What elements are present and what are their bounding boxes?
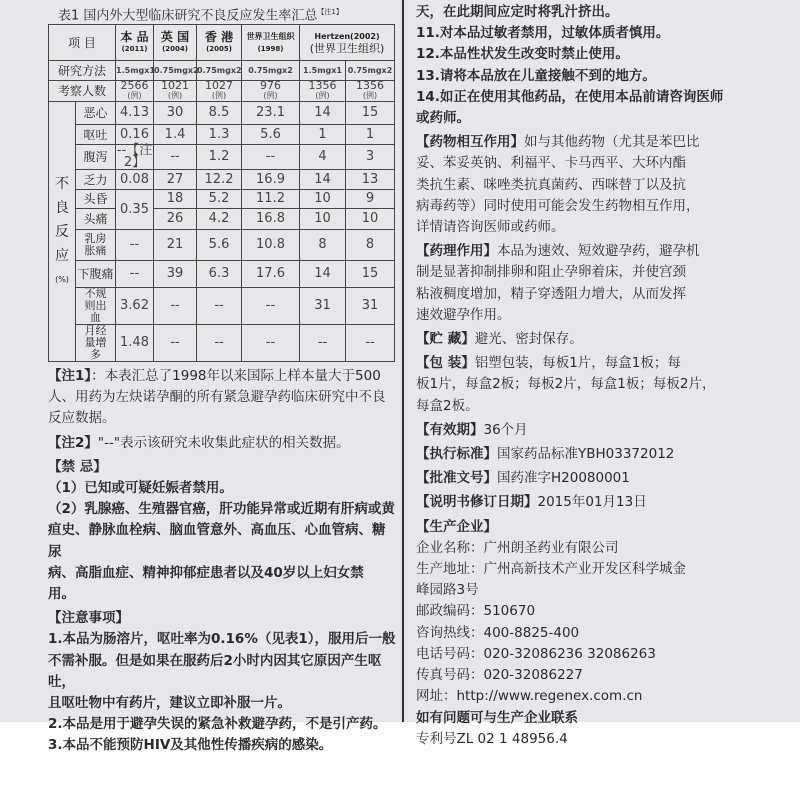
line-text: 板1片，每盒2板；每板2片，每盒1板；每板2片，	[416, 376, 716, 393]
symptom-name: 恶心	[76, 102, 116, 125]
section-label: 【说明书修订日期】	[416, 494, 538, 511]
section-heading-line	[416, 517, 784, 538]
adverse-reaction-table	[48, 24, 395, 362]
text-line	[48, 563, 398, 584]
value-cell: 14	[300, 170, 346, 190]
text-line	[416, 686, 784, 707]
line-text: 本品为速效、短效避孕药，避孕机	[497, 243, 700, 260]
column-name: Hertzen(2002)	[314, 31, 380, 41]
method-cell: 1.5mgx1	[116, 61, 154, 81]
value-cell: 15	[346, 102, 395, 125]
text-line	[416, 708, 784, 729]
line-text: 国家药品标准YBH03372012	[497, 446, 675, 463]
value-cell: --	[154, 288, 197, 325]
section-heading-line	[416, 492, 784, 513]
value-cell: 39	[154, 261, 197, 288]
count-unit: (例)	[263, 91, 278, 100]
section-label: 【贮 藏】	[416, 331, 475, 348]
section-heading-line	[48, 457, 398, 478]
group-label-char: 不	[55, 175, 69, 192]
value-cell: 1.2	[197, 145, 242, 170]
header-cell	[154, 25, 197, 61]
value-cell: --	[154, 145, 197, 170]
value-cell: 0.08	[116, 170, 154, 190]
value-cell: 8.5	[197, 102, 242, 125]
symptom-name: 头痛	[76, 209, 116, 230]
line-text: 1.本品为肠溶片，呕吐率为0.16%（见表1），服用后一般	[48, 631, 396, 648]
value-cell: 30	[154, 102, 197, 125]
value-cell: 10	[346, 209, 395, 230]
count-cell	[116, 81, 154, 102]
line-text: 生产地址：广州高新技术产业开发区科学城金	[416, 561, 686, 578]
section-label: 【包 装】	[416, 355, 475, 372]
section-label: 【药理作用】	[416, 243, 497, 260]
value-cell: --【注2】	[116, 143, 153, 170]
line-text: 12.本品性状发生改变时禁止使用。	[416, 46, 629, 63]
value-cell: 3	[346, 145, 395, 170]
value-cell: 16.8	[242, 209, 300, 230]
count-unit: (例)	[127, 91, 142, 100]
value-cell: 16.9	[242, 170, 300, 190]
value-cell: --	[300, 325, 346, 362]
text-line	[416, 153, 784, 174]
count-value: 1027	[205, 79, 234, 92]
line-text: 类抗生素、咪唑类抗真菌药、西咪替丁以及抗	[416, 176, 686, 193]
value-cell: 9	[346, 190, 395, 209]
value-cell: 4	[300, 145, 346, 170]
table-title-text: 表1 国内外大型临床研究不良反应发生率汇总	[58, 8, 318, 24]
section-label: 【药物相互作用】	[416, 134, 524, 151]
method-cell: 0.75mgx2	[242, 61, 300, 81]
header-cell	[197, 25, 242, 61]
value-cell: 1	[300, 125, 346, 145]
line-text: 且呕吐物中有药片，建议立即补服一片。	[48, 695, 291, 712]
value-cell: 31	[300, 288, 346, 325]
section-heading-line	[416, 353, 784, 374]
value-cell: 0.16	[116, 125, 154, 145]
value-cell: 11.2	[242, 190, 300, 209]
column-year: (2011)	[121, 44, 148, 53]
group-label-char: 良	[55, 199, 69, 216]
line-text: 专利号ZL 02 1 48956.4	[416, 730, 568, 747]
value-cell: 1	[346, 125, 395, 145]
column-name: 世界卫生组织	[246, 31, 295, 41]
column-name: 香 港	[204, 29, 234, 44]
line-text: 疸史、静脉血栓病、脑血管意外、高血压、心血管病、糖尿	[48, 522, 386, 560]
text-line	[416, 729, 784, 750]
count-value: 1021	[161, 79, 190, 92]
line-text: 电话号码：020-32086236 32086263	[416, 645, 656, 662]
text-line	[416, 262, 784, 283]
value-cell: --	[116, 261, 154, 288]
table-row	[49, 209, 395, 230]
line-text: 2015年01月13日	[537, 494, 647, 511]
section-label: 【生产企业】	[416, 518, 497, 535]
text-line	[416, 601, 784, 622]
value-cell: --	[197, 325, 242, 362]
left-content	[48, 24, 398, 757]
section-label: 【执行标准】	[416, 446, 497, 463]
line-text: 粘液稠度增加，精子穿透阻力增大，从而发挥	[416, 285, 686, 302]
column-year: (2004)	[162, 44, 188, 53]
line-text: （1）已知或可疑妊娠者禁用。	[48, 480, 233, 497]
symptom-name: 腹泻	[76, 145, 116, 170]
text-line	[48, 520, 398, 562]
text-line	[416, 396, 784, 417]
text-line	[416, 623, 784, 644]
group-label	[49, 102, 76, 362]
text-line	[416, 196, 784, 217]
line-text: 咨询热线：400-8825-400	[416, 624, 580, 641]
value-cell: 10	[300, 190, 346, 209]
text-line	[48, 387, 398, 408]
text-line	[416, 644, 784, 665]
symptom-name: 乳房胀痛	[76, 230, 116, 261]
value-cell: 4.2	[197, 209, 242, 230]
value-cell: 5.6	[197, 230, 242, 261]
count-cell	[346, 81, 395, 102]
column-year: (1998)	[257, 44, 284, 53]
value-cell: 23.1	[242, 102, 300, 125]
count-unit: (例)	[362, 91, 378, 100]
line-text: 反应数据。	[48, 410, 116, 427]
line-text: 如有问题可与生产企业联系	[416, 709, 578, 726]
line-text: 避光、密封保存。	[474, 331, 583, 348]
line-text: 3.本品不能预防HIV及其他性传播疾病的感染。	[48, 737, 333, 754]
count-cell	[154, 81, 197, 102]
section-heading-line	[48, 366, 398, 387]
line-text: 11.对本品过敏者禁用，过敏体质者慎用。	[416, 25, 670, 42]
count-unit: (例)	[167, 91, 183, 100]
line-text: ：本表汇总了1998年以来国际上样本量大于500	[91, 368, 381, 384]
text-line	[48, 408, 398, 429]
table-title	[58, 4, 343, 24]
symptom-name: 乏力	[76, 170, 116, 190]
column-name: 本 品	[120, 29, 149, 44]
table-row	[49, 230, 395, 261]
text-line	[416, 66, 784, 87]
value-cell: 14	[300, 102, 346, 125]
text-line	[48, 478, 398, 499]
column-year: (世界卫生组织)	[309, 41, 385, 55]
value-cell: --	[197, 288, 242, 325]
value-cell: 14	[300, 261, 346, 288]
line-text: 14.如正在使用其他药品，在使用本品前请咨询医师	[416, 88, 724, 105]
value-cell: 4.13	[116, 102, 154, 125]
value-cell: 0.35	[116, 190, 154, 230]
count-label: 考察人数	[49, 81, 116, 102]
line-text: 速效避孕作用。	[416, 306, 511, 323]
group-label-char: 应	[55, 247, 69, 264]
value-cell: 8	[300, 230, 346, 261]
table-row	[49, 125, 395, 145]
text-line	[48, 693, 398, 714]
section-heading-line	[416, 444, 784, 465]
line-text: "--"表示该研究未收集此症状的相关数据。	[97, 434, 350, 451]
header-item: 项 目	[49, 25, 116, 61]
section-heading-line	[416, 329, 784, 350]
line-text: 如与其他药物（尤其是苯巴比	[524, 134, 700, 151]
text-line	[48, 629, 398, 650]
line-text: 病毒药等）同时使用可能会发生药物相互作用，	[416, 197, 700, 214]
section-heading-line	[416, 241, 784, 262]
table-row	[49, 261, 395, 288]
table-row	[49, 288, 395, 325]
count-unit: (例)	[211, 91, 227, 100]
section-label: 【有效期】	[416, 421, 484, 438]
text-line	[48, 735, 398, 756]
value-cell: 5.2	[197, 190, 242, 209]
value-cell: 1.3	[197, 125, 242, 145]
section-heading-line	[416, 468, 784, 489]
line-text: 13.请将本品放在儿童接触不到的地方。	[416, 67, 656, 84]
line-text: 传真号码：020-32086227	[416, 667, 583, 684]
method-cell: 0.75mgx2	[197, 61, 242, 81]
symptom-name: 月经量增多	[76, 325, 116, 362]
line-text: 邮政编码：510670	[416, 603, 536, 620]
section-heading-line	[48, 608, 398, 629]
text-line	[416, 665, 784, 686]
line-text: 制是显著抑制排卵和阻止孕卵着床，并使宫颈	[416, 264, 686, 281]
section-label: 【禁 忌】	[48, 458, 107, 475]
value-cell: 10	[300, 209, 346, 230]
text-line	[416, 580, 784, 601]
value-cell: 5.6	[242, 125, 300, 145]
text-line	[416, 284, 784, 305]
value-cell: 1.48	[116, 325, 154, 362]
count-row	[49, 81, 395, 102]
line-text: 国药准字H20080001	[497, 470, 630, 487]
line-text: 36个月	[483, 421, 528, 438]
value-cell: 17.6	[242, 261, 300, 288]
text-line	[416, 108, 784, 129]
value-cell: 15	[346, 261, 395, 288]
value-cell: --	[242, 325, 300, 362]
text-line	[416, 559, 784, 580]
value-cell: --	[154, 325, 197, 362]
symptom-name: 不规则出血	[76, 288, 116, 325]
value-cell: 8	[346, 230, 395, 261]
text-line	[416, 175, 784, 196]
line-text: 峰园路3号	[416, 582, 479, 599]
value-cell: 26	[154, 209, 197, 230]
line-text: 人、用药为左炔诺孕酮的所有紧急避孕药临床研究中不良	[48, 389, 386, 406]
section-label: 【注2】	[48, 434, 98, 451]
text-line	[416, 44, 784, 65]
text-line	[48, 714, 398, 735]
group-label-char: (%)	[55, 274, 69, 284]
text-line	[48, 651, 398, 693]
line-text: （2）乳腺癌、生殖器官癌，肝功能异常或近期有肝病或黄	[48, 501, 395, 518]
count-value: 2566	[120, 79, 149, 92]
column-divider	[402, 0, 404, 722]
count-value: 976	[260, 79, 282, 92]
value-cell: 12.2	[197, 170, 242, 190]
header-cell	[300, 25, 395, 61]
section-label: 【注意事项】	[48, 610, 129, 627]
value-cell: --	[242, 145, 300, 170]
value-cell: 3.62	[116, 288, 154, 325]
value-cell: 21	[154, 230, 197, 261]
column-name: 英 国	[160, 29, 190, 44]
value-cell: 27	[154, 170, 197, 190]
table-row	[49, 190, 395, 209]
value-cell: --	[242, 288, 300, 325]
value-cell: 6.3	[197, 261, 242, 288]
text-line	[416, 305, 784, 326]
symptom-name: 下腹痛	[76, 261, 116, 288]
right-column	[416, 2, 784, 750]
value-cell: 10.8	[242, 230, 300, 261]
line-text: 或药师。	[416, 110, 470, 127]
line-text: 企业名称：广州朗圣药业有限公司	[416, 539, 619, 556]
section-heading-line	[416, 420, 784, 441]
text-line	[416, 23, 784, 44]
value-cell: --	[346, 325, 395, 362]
line-text: 病、高脂血症、精神抑郁症患者以及40岁以上妇女禁	[48, 564, 364, 581]
table-header-row	[49, 25, 395, 61]
line-text: 妥、苯妥英钠、利福平、卡马西平、大环内酯	[416, 155, 686, 172]
line-text: 不需补服。但是如果在服药后2小时内因其它原因产生呕吐，	[48, 652, 382, 690]
line-text: 每盒2板。	[416, 397, 479, 414]
line-text: 网址：http://www.regenex.com.cn	[416, 688, 643, 705]
section-heading-line	[416, 132, 784, 153]
value-cell: 18	[154, 190, 197, 209]
column-year: (2005)	[206, 44, 232, 53]
text-line	[416, 374, 784, 395]
method-row	[49, 61, 395, 81]
value-cell: 31	[346, 288, 395, 325]
method-cell: 0.75mgx2	[346, 61, 395, 81]
line-text: 铝塑包装，每板1片，每盒1板；每	[474, 355, 681, 372]
count-value: 1356	[356, 79, 385, 92]
table-title-note: 【注1】	[317, 8, 343, 16]
value-cell: 13	[346, 170, 395, 190]
text-line	[48, 584, 398, 605]
method-cell: 0.75mgx2	[154, 61, 197, 81]
text-line	[48, 499, 398, 520]
section-label: 【批准文号】	[416, 470, 497, 487]
text-line	[416, 2, 784, 23]
left-column	[48, 366, 398, 757]
header-cell	[116, 25, 154, 61]
text-line	[416, 538, 784, 559]
table-row	[49, 325, 395, 362]
method-label: 研究方法	[49, 61, 116, 81]
line-text: 用。	[48, 586, 75, 603]
text-line	[416, 87, 784, 108]
section-heading-line	[48, 433, 398, 454]
count-cell	[242, 81, 300, 102]
text-line	[416, 217, 784, 238]
table-row	[49, 170, 395, 190]
table-row	[49, 145, 395, 170]
symptom-name: 呕吐	[76, 125, 116, 145]
count-value: 1356	[308, 79, 337, 92]
value-cell: 1.4	[154, 125, 197, 145]
method-cell: 1.5mgx1	[300, 61, 346, 81]
table-row	[49, 102, 395, 125]
line-text: 天，在此期间应定时将乳汁挤出。	[416, 4, 619, 20]
header-cell	[242, 25, 300, 61]
section-label: 【注1】	[48, 368, 92, 384]
line-text: 详情请咨询医师或药师。	[416, 219, 565, 236]
count-cell	[197, 81, 242, 102]
group-label-char: 反	[55, 223, 69, 240]
count-unit: (例)	[315, 91, 330, 100]
symptom-name: 头昏	[76, 190, 116, 209]
value-cell: --	[116, 230, 154, 261]
line-text: 2.本品是用于避孕失误的紧急补救避孕药，不是引产药。	[48, 716, 387, 733]
count-cell	[300, 81, 346, 102]
